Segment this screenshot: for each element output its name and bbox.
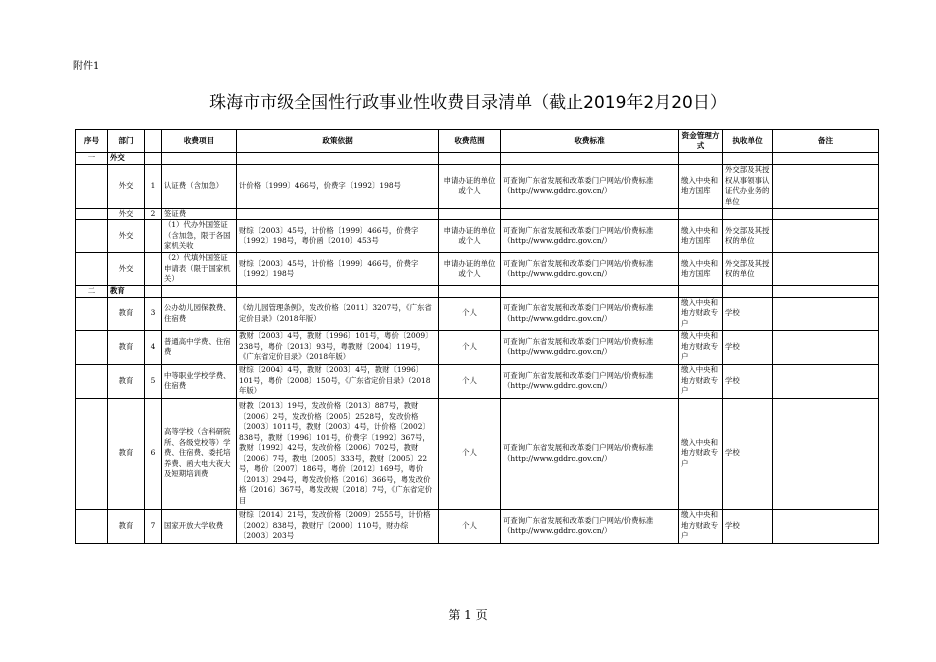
cell-basis: 财综〔2014〕21号，发改价格〔2009〕2555号，计价格〔2002〕838号，教财厅〔2000〕110号，财办综〔2003〕203号 <box>237 509 439 543</box>
cell-unit: 学校 <box>723 509 773 543</box>
cell-index <box>145 253 162 286</box>
header-row <box>76 130 879 153</box>
cell-basis: 《幼儿园管理条例》，发改价格〔2011〕3207号，《广东省定价目录》（2018年版） <box>237 297 439 330</box>
cell-item: （2）代填外国签证申请表（限于国家机关） <box>162 253 237 286</box>
col-header-basis: 政策依据 <box>237 130 439 153</box>
cell-standard: 可查询广东省发展和改革委门户网站/价费标准（http://www.gddrc.gov.cn/） <box>501 398 679 509</box>
cell-item: 认证费（含加急） <box>162 164 237 208</box>
cell-note <box>773 297 879 330</box>
section-name: 外交 <box>108 153 145 165</box>
cell-standard: 可查询广东省发展和改革委门户网站/价费标准（http://www.gddrc.gov.cn/） <box>501 330 679 364</box>
cell-scope <box>439 208 501 220</box>
cell-department: 外交 <box>108 220 145 253</box>
table-row <box>76 208 879 220</box>
col-header-fund: 资金管理方式 <box>679 130 723 153</box>
cell-fund: 缴入中央和地方财政专户 <box>679 509 723 543</box>
table-row <box>76 509 879 543</box>
cell-index: 1 <box>145 164 162 208</box>
cell-item: 高等学校（含科研院所、各级党校等）学费、住宿费、委托培养费、函大电大夜大及短期培训费 <box>162 398 237 509</box>
table-row <box>76 164 879 208</box>
cell-scope: 个人 <box>439 509 501 543</box>
cell-index: 3 <box>145 297 162 330</box>
cell-standard: 可查询广东省发展和改革委门户网站/价费标准（http://www.gddrc.gov.cn/） <box>501 164 679 208</box>
section-number: 一 <box>76 153 108 165</box>
cell-basis: 财综〔2003〕45号，计价格〔1999〕466号，价费字〔1992〕198号，粤价函〔2010〕453号 <box>237 220 439 253</box>
cell-scope: 申请办证的单位或个人 <box>439 253 501 286</box>
col-header-unit: 执收单位 <box>723 130 773 153</box>
col-header-index <box>145 130 162 153</box>
cell-index: 5 <box>145 364 162 398</box>
cell-unit: 外交部及其授权从事领事认证代办业务的单位 <box>723 164 773 208</box>
cell-item: （1）代办外国签证（含加急，限于各国家机关收 <box>162 220 237 253</box>
cell-item: 中等职业学校学费、住宿费 <box>162 364 237 398</box>
cell-department: 外交 <box>108 253 145 286</box>
page-title: 珠海市市级全国性行政事业性收费目录清单（截止2019年2月20日） <box>209 93 727 113</box>
cell-standard: 可查询广东省发展和改革委门户网站/价费标准（http://www.gddrc.gov.cn/） <box>501 509 679 543</box>
cell-standard: 可查询广东省发展和改革委门户网站/价费标准（http://www.gddrc.gov.cn/） <box>501 364 679 398</box>
cell-basis: 财综〔2004〕4号，教财〔2003〕4号，教财〔1996〕101号，粤价〔2008〕150号，《广东省定价目录》（2018年版） <box>237 364 439 398</box>
cell-index <box>145 220 162 253</box>
cell-scope: 个人 <box>439 297 501 330</box>
cell-note <box>773 253 879 286</box>
table-row <box>76 398 879 509</box>
cell-item: 签证费 <box>162 208 237 220</box>
cell-standard <box>501 208 679 220</box>
col-header-department: 部门 <box>108 130 145 153</box>
col-header-standard: 收费标准 <box>501 130 679 153</box>
cell-unit: 学校 <box>723 398 773 509</box>
cell-note <box>773 398 879 509</box>
cell-department: 教育 <box>108 364 145 398</box>
cell-index: 7 <box>145 509 162 543</box>
section-row <box>76 286 879 298</box>
cell-department: 教育 <box>108 297 145 330</box>
cell-note <box>773 330 879 364</box>
cell-scope: 个人 <box>439 398 501 509</box>
table-row <box>76 330 879 364</box>
cell-department: 外交 <box>108 164 145 208</box>
cell-unit: 外交部及其授权的单位 <box>723 220 773 253</box>
section-row <box>76 153 879 165</box>
cell-scope: 个人 <box>439 364 501 398</box>
fee-table <box>75 129 879 544</box>
cell-fund: 缴入中央和地方财政专户 <box>679 297 723 330</box>
col-header-item: 收费项目 <box>162 130 237 153</box>
section-number: 二 <box>76 286 108 298</box>
cell-unit: 外交部及其授权的单位 <box>723 253 773 286</box>
cell-fund: 缴入中央和地方国库 <box>679 164 723 208</box>
cell-note <box>773 364 879 398</box>
table-row <box>76 297 879 330</box>
cell-fund: 缴入中央和地方国库 <box>679 220 723 253</box>
attachment-label: 附件1 <box>73 61 100 72</box>
cell-basis: 财综〔2003〕45号，计价格〔1999〕466号，价费字〔1992〕198号 <box>237 253 439 286</box>
cell-unit: 学校 <box>723 330 773 364</box>
cell-scope: 个人 <box>439 330 501 364</box>
col-header-note: 备注 <box>773 130 879 153</box>
cell-unit: 学校 <box>723 364 773 398</box>
cell-department: 教育 <box>108 398 145 509</box>
cell-basis: 财教〔2013〕19号，发改价格〔2013〕887号，教财〔2006〕2号，发改价格〔2005〕2528号，发改价格〔2003〕1011号，教财〔2003〕4号，计价格〔2002〕838号，教财〔1996〕101号，价费字〔1992〕367号，教财〔1992〕42号，发改价格〔2006〕702号，教财〔2006〕7号，教电〔2005〕333号，教财〔2005〕22号，粤价〔2007〕186号，粤价〔2012〕169号，粤价〔2013〕294号，粤发改价格〔2016〕366号，粤发改价格〔2016〕367号，粤发改规〔2018〕7号，《广东省定价目 <box>237 398 439 509</box>
cell-fund <box>679 208 723 220</box>
cell-fund: 缴入中央和地方财政专户 <box>679 398 723 509</box>
cell-note <box>773 220 879 253</box>
col-header-number: 序号 <box>76 130 108 153</box>
cell-scope: 申请办证的单位或个人 <box>439 220 501 253</box>
table-row <box>76 364 879 398</box>
cell-department: 教育 <box>108 330 145 364</box>
col-header-scope: 收费范围 <box>439 130 501 153</box>
table-row <box>76 253 879 286</box>
cell-basis: 教财〔2003〕4号，教财〔1996〕101号，粤价〔2009〕238号，粤价〔2013〕93号，粤教财〔2004〕119号，《广东省定价目录》（2018年版） <box>237 330 439 364</box>
cell-fund: 缴入中央和地方财政专户 <box>679 330 723 364</box>
section-name: 教育 <box>108 286 145 298</box>
cell-basis: 计价格〔1999〕466号，价费字〔1992〕198号 <box>237 164 439 208</box>
cell-fund: 缴入中央和地方财政专户 <box>679 364 723 398</box>
cell-standard: 可查询广东省发展和改革委门户网站/价费标准（http://www.gddrc.gov.cn/） <box>501 297 679 330</box>
cell-note <box>773 509 879 543</box>
cell-note <box>773 164 879 208</box>
cell-index: 2 <box>145 208 162 220</box>
cell-item: 公办幼儿园保教费、住宿费 <box>162 297 237 330</box>
page-footer: 第 1 页 <box>448 608 488 622</box>
table-row <box>76 220 879 253</box>
cell-department: 教育 <box>108 509 145 543</box>
cell-unit <box>723 208 773 220</box>
cell-fund: 缴入中央和地方国库 <box>679 253 723 286</box>
cell-index: 4 <box>145 330 162 364</box>
cell-scope: 申请办证的单位或个人 <box>439 164 501 208</box>
cell-item: 普通高中学费、住宿费 <box>162 330 237 364</box>
cell-department: 外交 <box>108 208 145 220</box>
cell-index: 6 <box>145 398 162 509</box>
cell-item: 国家开放大学收费 <box>162 509 237 543</box>
cell-standard: 可查询广东省发展和改革委门户网站/价费标准（http://www.gddrc.gov.cn/） <box>501 220 679 253</box>
cell-standard: 可查询广东省发展和改革委门户网站/价费标准（http://www.gddrc.gov.cn/） <box>501 253 679 286</box>
cell-note <box>773 208 879 220</box>
cell-basis <box>237 208 439 220</box>
cell-unit: 学校 <box>723 297 773 330</box>
